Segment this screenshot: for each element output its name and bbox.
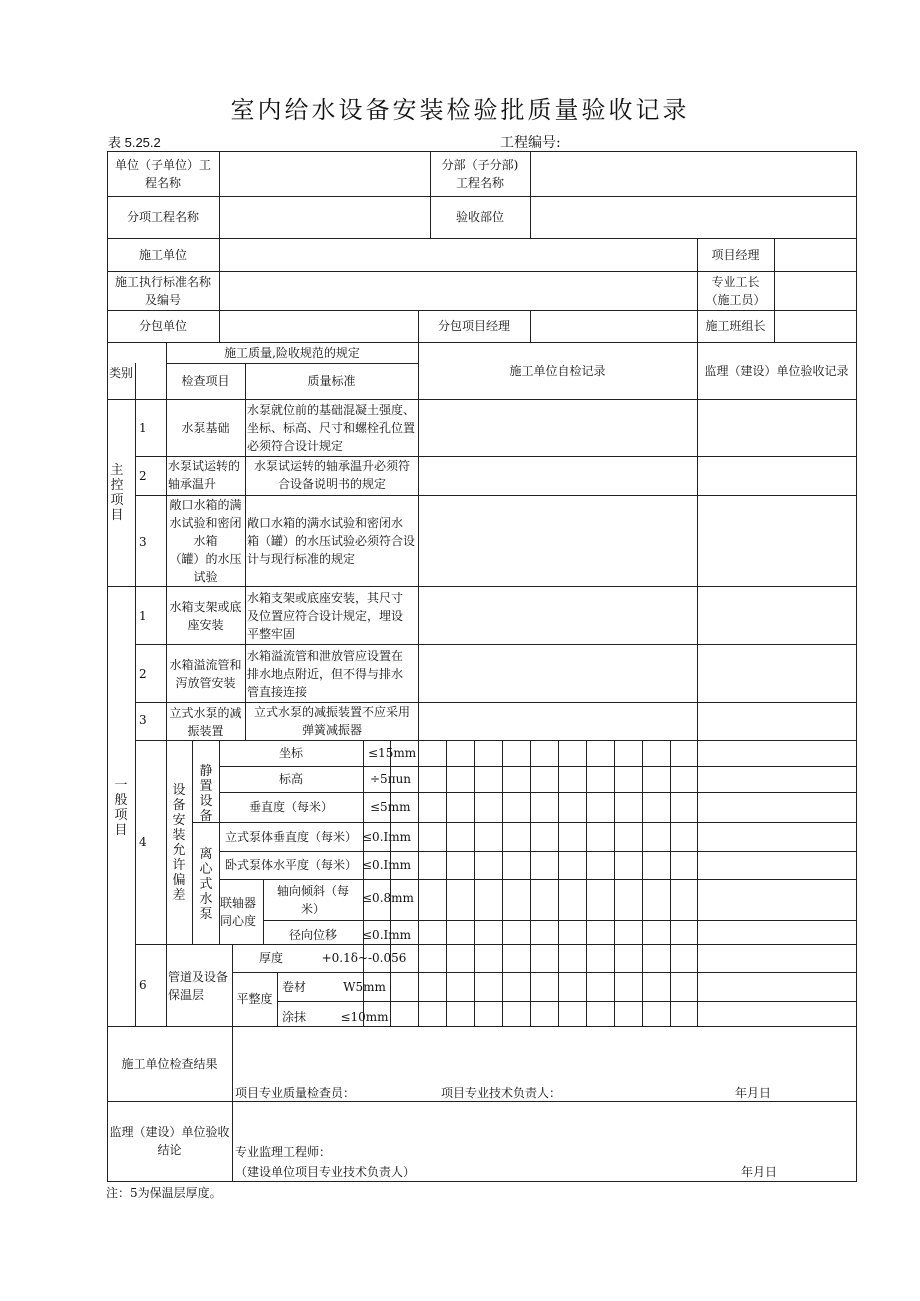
static-equipment-label: 静 置 设 备 — [199, 764, 213, 824]
general-item-4-no: 4 — [139, 835, 147, 849]
standard-name-label: 施工执行标准名称 及编号 — [114, 274, 211, 307]
date-2: 年月日 — [741, 1165, 778, 1179]
footnote: 注：5为保温层厚度。 — [106, 1186, 222, 1200]
foreman-label: 专业工长 （施工员） — [705, 274, 766, 307]
thickness-label: 厚度 — [258, 951, 283, 965]
general-item-1-no: 1 — [139, 609, 147, 623]
coating-tolerance: ≤10mm — [340, 1010, 389, 1024]
main-item-1-name: 水泵基础 — [181, 420, 230, 435]
main-item-3-standard: 敞口水箱的满水试验和密闭水 箱（罐）的水压试验必须符合设 计与现行标准的规定 — [247, 516, 416, 566]
radial-displacement-label: 径向位移 — [288, 928, 337, 942]
subitem-name-field[interactable] — [220, 197, 430, 238]
general-item-2-name: 水箱溢流管和 泻放管安装 — [169, 657, 242, 690]
axial-tilt-label: 轴向倾斜（每 米） — [276, 883, 349, 916]
division-name-field[interactable] — [531, 152, 856, 196]
construction-result-label: 施工单位检查结果 — [121, 1056, 218, 1071]
owner-tech-leader-label: （建设单位项目专业技术负责人） — [235, 1165, 416, 1179]
general-item-2-standard: 水箱溢流管和泄放管应设置在 排水地点附近，但不得与排水 管直接连接 — [247, 649, 404, 699]
general-label: 一 般 项 目 — [114, 778, 128, 838]
general-item-1-name: 水箱支架或底 座安装 — [169, 599, 242, 632]
flatness-label: 平整度 — [236, 992, 273, 1006]
project-manager-label: 项目经理 — [711, 247, 760, 262]
general-item-2-no: 2 — [139, 667, 147, 681]
elevation-tolerance: ÷5πun — [370, 772, 412, 786]
insulation-layer-label: 管道及设备 保温层 — [168, 970, 229, 1002]
supervising-engineer-label: 专业监理工程师： — [235, 1145, 332, 1159]
table-number: 表 5.25.2 — [108, 135, 161, 150]
coating-label: 涂抹 — [281, 1010, 306, 1024]
standard-name-field[interactable] — [220, 272, 697, 310]
radial-displacement-tolerance: ≤0.Imm — [362, 928, 412, 942]
subcontractor-label: 分包单位 — [138, 319, 187, 333]
unit-project-name-label: 单位（子单位）工 程名称 — [114, 157, 211, 190]
elevation-label: 标高 — [278, 772, 303, 786]
verticality-label: 垂直度（每米） — [248, 800, 333, 814]
equipment-deviation-group: 设 备 安 装 允 许 偏 差 — [172, 783, 186, 903]
team-leader-field[interactable] — [775, 311, 856, 342]
main-item-1-no: 1 — [139, 421, 147, 435]
main-item-1-standard: 水泵就位前的基础混凝土强度、 坐标、标高、尺寸和螺栓孔位置 必须符合设计规定 — [247, 403, 416, 453]
verticality-tolerance: ≤5mm — [370, 800, 411, 814]
supervision-conclusion-label: 监理（建设）单位验收 结论 — [109, 1125, 230, 1157]
general-item-3-standard: 立式水泵的减振装置不应采用 弹簧减振器 — [253, 705, 410, 737]
general-item-1-standard: 水箱支架或底座安装，其尺寸 及位置应符合设计规定，埋设 平整牢固 — [247, 591, 404, 641]
coordinate-tolerance: ≤15mm — [368, 746, 417, 760]
vertical-pump-tolerance: ≤0.Imm — [362, 829, 412, 844]
axial-tilt-tolerance: ≤0.8mm — [362, 890, 414, 905]
centrifugal-pump-label: 离 心 式 水 泵 — [199, 847, 213, 922]
horizontal-pump-tolerance: ≤0.Imm — [362, 858, 412, 872]
date-1: 年月日 — [735, 1086, 772, 1100]
main-item-3-no: 3 — [139, 535, 147, 549]
roll-material-tolerance: W5mm — [343, 979, 386, 994]
main-item-2-name: 水泵试运转的 轴承温升 — [168, 459, 241, 491]
subitem-name-label: 分项工程名称 — [126, 210, 199, 224]
vertical-pump-label: 立式泵体垂直度（每米） — [224, 829, 357, 844]
team-leader-label: 施工班组长 — [705, 319, 766, 333]
unit-project-name-field[interactable] — [220, 152, 430, 196]
general-item-3-name: 立式水泵的减 振装置 — [169, 705, 242, 738]
general-item-6-no: 6 — [139, 978, 147, 992]
self-check-header: 施工单位自检记录 — [509, 363, 606, 378]
subcontractor-field[interactable] — [220, 311, 418, 342]
horizontal-pump-label: 卧式泵体水平度（每米） — [224, 858, 357, 872]
check-item-header: 检查项目 — [181, 374, 230, 388]
sub-project-manager-label: 分包项目经理 — [437, 319, 510, 333]
sub-project-manager-field[interactable] — [531, 311, 697, 342]
coordinate-label: 坐标 — [278, 746, 303, 760]
construction-unit-field[interactable] — [220, 239, 697, 271]
supervision-header: 监理（建设）单位验收记录 — [704, 363, 849, 378]
spec-header: 施工质量,险收规范的规定 — [224, 345, 360, 360]
project-number-label: 工程编号: — [500, 135, 561, 151]
thickness-tolerance: +0.1δ~-0.056 — [321, 951, 407, 965]
main-control-label: 主 控 项 目 — [110, 463, 124, 523]
construction-unit-label: 施工单位 — [138, 247, 187, 262]
quality-standard-header: 质量标准 — [307, 374, 356, 388]
division-name-label: 分部（子分部) 工程名称 — [441, 157, 519, 190]
general-item-3-no: 3 — [139, 713, 147, 727]
inspection-part-field[interactable] — [531, 197, 856, 238]
page-title: 室内给水设备安装检验批质量验收记录 — [230, 96, 690, 124]
roll-material-label: 卷材 — [281, 979, 306, 994]
coupling-concentricity-label: 联轴器 同心度 — [220, 896, 257, 928]
category-header: 类别 — [108, 366, 133, 380]
main-item-2-no: 2 — [139, 469, 147, 483]
tech-leader-label: 项目专业技术负责人： — [441, 1086, 562, 1100]
project-manager-field[interactable] — [775, 239, 856, 271]
main-item-2-standard: 水泵试运转的轴承温升必须符 合设备说明书的规定 — [253, 459, 410, 491]
inspection-part-label: 验收部位 — [455, 210, 504, 224]
main-item-3-name: 敞口水箱的满 水试验和密闭 水箱 （罐）的水压 试验 — [169, 498, 242, 584]
qc-inspector-label: 项目专业质量检查员： — [235, 1086, 356, 1100]
foreman-field[interactable] — [775, 272, 856, 310]
